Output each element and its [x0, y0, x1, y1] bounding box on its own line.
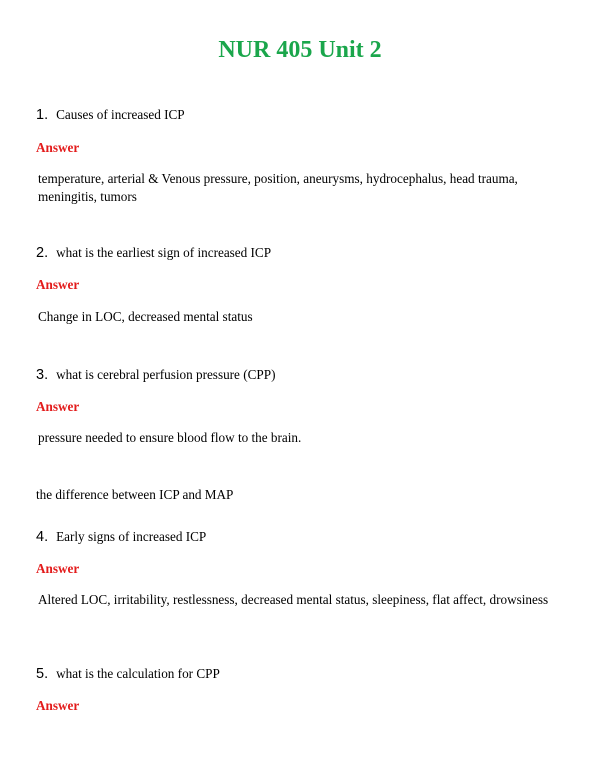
question-text: Early signs of increased ICP	[56, 529, 207, 544]
answer-label: Answer	[36, 399, 80, 414]
answer-label: Answer	[36, 140, 80, 155]
question-4	[36, 528, 564, 546]
answer-text: temperature, arterial & Venous pressure, position, aneurysms, hydrocephalus, head trauma, meningitis, tumors	[38, 171, 518, 204]
question-number: 1.	[36, 107, 49, 123]
question-2	[36, 244, 564, 262]
document-title: NUR 405 Unit 2	[218, 37, 382, 63]
question-5	[36, 665, 564, 683]
answer-label: Answer	[36, 698, 80, 713]
question-3	[36, 366, 564, 384]
question-number: 2.	[36, 245, 49, 261]
question-text: what is the earliest sign of increased ICP	[56, 245, 272, 260]
question-1	[36, 106, 564, 124]
question-number: 3.	[36, 367, 49, 383]
answer-label: Answer	[36, 277, 80, 292]
answer-extra-text: the difference between ICP and MAP	[36, 487, 234, 502]
question-text: what is the calculation for CPP	[56, 666, 220, 681]
question-number: 4.	[36, 529, 49, 545]
answer-label: Answer	[36, 561, 80, 576]
answer-text: Change in LOC, decreased mental status	[38, 309, 253, 324]
answer-text: pressure needed to ensure blood flow to the brain.	[38, 430, 302, 445]
answer-text: Altered LOC, irritability, restlessness, decreased mental status, sleepiness, flat affect, drowsiness	[38, 592, 549, 607]
question-number: 5.	[36, 666, 49, 682]
question-text: Causes of increased ICP	[56, 107, 185, 122]
question-text: what is cerebral perfusion pressure (CPP)	[56, 367, 276, 382]
